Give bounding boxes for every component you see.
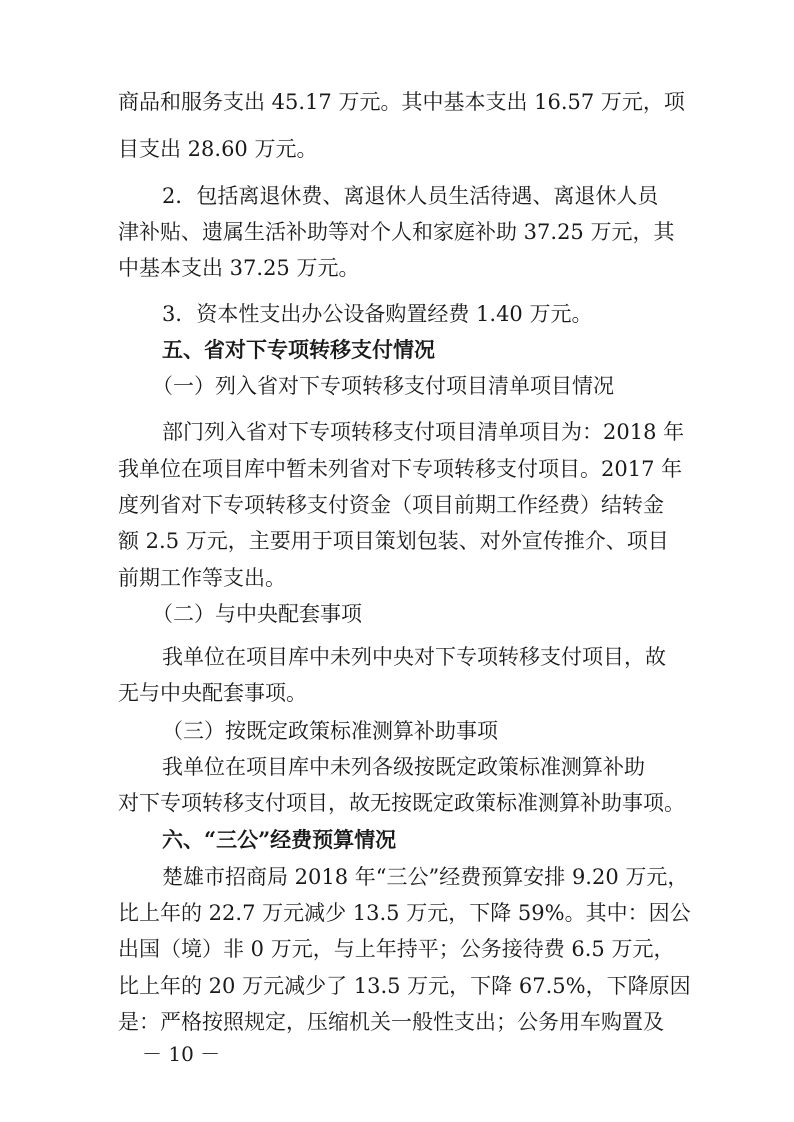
subsection-heading: （二）与中央配套事项: [152, 602, 362, 626]
section-heading: 六、“三公”经费预算情况: [162, 827, 397, 852]
body-line: 比上年的 20 万元减少了 13.5 万元，下降 67.5%，下降原因: [118, 974, 691, 998]
body-line: 2．包括离退休费、离退休人员生活待遇、离退休人员: [162, 184, 659, 208]
body-line: 无与中央配套事项。: [118, 681, 307, 705]
body-line: 对下专项转移支付项目，故无按既定政策标准测算补助事项。: [118, 791, 685, 815]
body-line: 商品和服务支出 45.17 万元。其中基本支出 16.57 万元，项: [118, 90, 685, 114]
body-line: 3．资本性支出办公设备购置经费 1.40 万元。: [162, 302, 593, 326]
subsection-heading: （三）按既定政策标准测算补助事项: [162, 719, 498, 743]
body-line: 比上年的 22.7 万元减少 13.5 万元，下降 59%。其中：因公: [118, 901, 691, 925]
body-line: 津补贴、遗属生活补助等对个人和家庭补助 37.25 万元，其: [118, 220, 675, 244]
body-line: 是：严格按照规定，压缩机关一般性支出；公务用车购置及: [118, 1010, 664, 1034]
body-line: 我单位在项目库中未列中央对下专项转移支付项目，故: [162, 645, 666, 669]
section-heading: 五、省对下专项转移支付情况: [162, 337, 435, 362]
body-line: 目支出 28.60 万元。: [118, 137, 318, 161]
body-line: 部门列入省对下专项转移支付项目清单项目为：2018 年: [162, 420, 685, 444]
body-line: 度列省对下专项转移支付资金（项目前期工作经费）结转金: [118, 493, 664, 517]
body-line: 额 2.5 万元，主要用于项目策划包装、对外宣传推介、项目: [118, 529, 669, 553]
body-line: 中基本支出 37.25 万元。: [118, 256, 360, 280]
body-line: 前期工作等支出。: [118, 566, 286, 590]
subsection-heading: （一）列入省对下专项转移支付项目清单项目情况: [152, 374, 614, 398]
body-line: 楚雄市招商局 2018 年“三公”经费预算安排 9.20 万元，: [162, 865, 689, 889]
body-line: 我单位在项目库中暂未列省对下专项转移支付项目。2017 年: [118, 457, 683, 481]
page-number: － 10 －: [142, 1042, 221, 1066]
body-line: 出国（境）非 0 万元，与上年持平；公务接待费 6.5 万元，: [118, 937, 675, 961]
body-line: 我单位在项目库中未列各级按既定政策标准测算补助: [162, 755, 645, 779]
